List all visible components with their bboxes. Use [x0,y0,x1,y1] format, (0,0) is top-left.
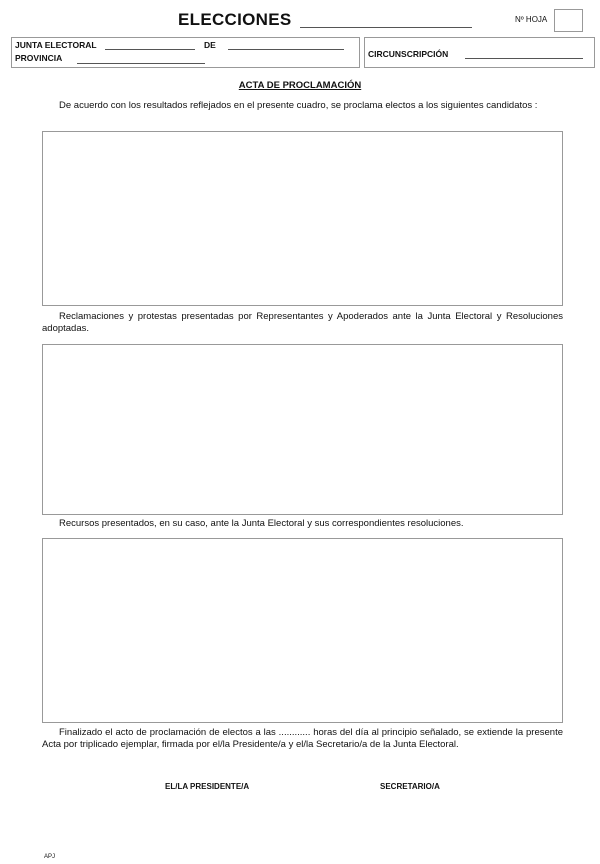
provincia-field[interactable] [77,63,205,64]
reclamaciones-box[interactable] [42,344,563,515]
de-label: DE [204,40,216,50]
form-title: ELECCIONES [178,10,292,29]
junta-provincia-box [11,37,360,68]
junta-electoral-field[interactable] [105,49,195,50]
recursos-box[interactable] [42,538,563,723]
hoja-label: Nº HOJA [515,15,548,24]
junta-electoral-label: JUNTA ELECTORAL [15,40,97,50]
presidente-signature-label: EL/LA PRESIDENTE/A [165,782,250,791]
circunscripcion-field[interactable] [465,58,583,59]
circunscripcion-box [364,37,595,68]
hoja-number-field[interactable] [554,9,583,32]
acta-title: ACTA DE PROCLAMACIÓN [238,80,362,91]
provincia-label: PROVINCIA [15,53,63,63]
elecciones-blank-line[interactable] [300,27,472,28]
reclamaciones-paragraph: Reclamaciones y protestas presentadas por Representantes y Apoderados ante la Junta Electoral y Resoluciones adoptadas. [42,311,563,334]
intro-paragraph: De acuerdo con los resultados reflejados en el presente cuadro, se proclama electos a los siguientes candidatos : [59,100,538,111]
secretario-signature-label: SECRETARIO/A [380,782,440,791]
candidatos-box[interactable] [42,131,563,306]
form-code: APJ [44,854,56,860]
recursos-paragraph: Recursos presentados, en su caso, ante la Junta Electoral y sus correspondientes resoluciones. [59,518,464,529]
de-field[interactable] [228,49,344,50]
circunscripcion-label: CIRCUNSCRIPCIÓN [368,49,449,59]
cierre-paragraph: Finalizado el acto de proclamación de electos a las ............ horas del día al principio señalado, se extiende la presente Acta por triplicado ejemplar, firmada por el/la Presidente/a y el/la Secretario/a de la Junta Electoral. [42,727,563,750]
